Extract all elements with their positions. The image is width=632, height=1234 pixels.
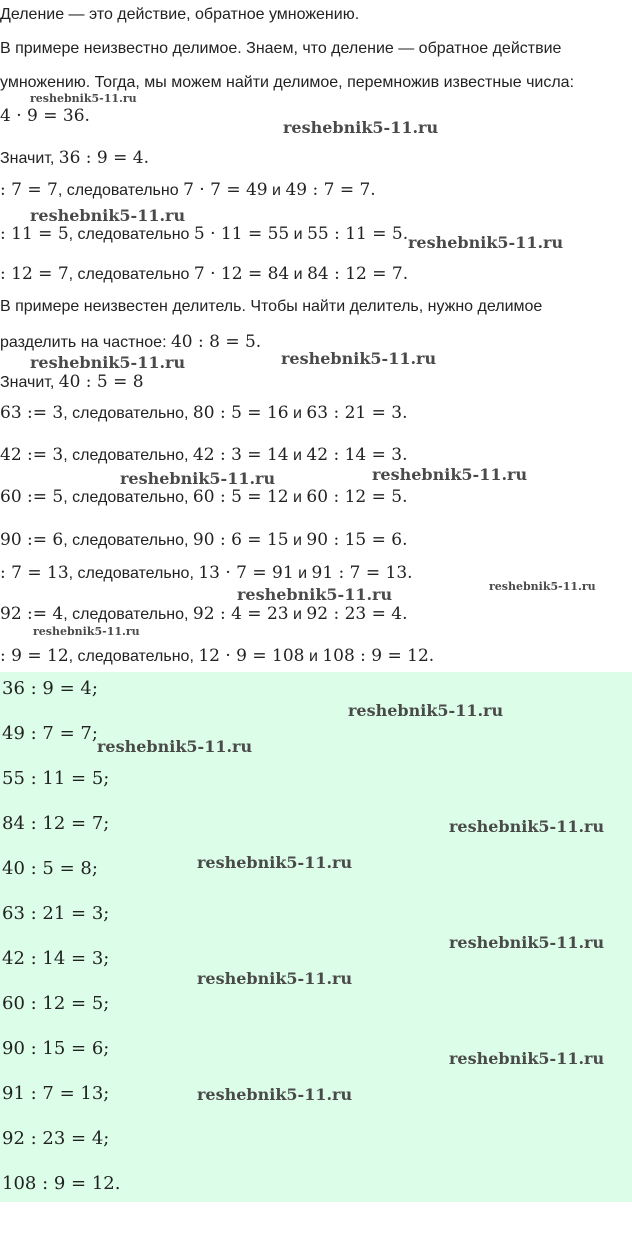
connector-text: и	[288, 405, 307, 422]
connector-text: , следовательно,	[63, 489, 193, 506]
connector-text: и	[293, 565, 312, 582]
connector-text: , следовательно,	[63, 606, 193, 623]
formula: 5 · 11 = 55	[193, 224, 290, 244]
formula: 90 : 6 = 15	[192, 530, 289, 550]
formula: : 7 = 7	[0, 180, 58, 200]
connector-text: и	[304, 648, 323, 665]
connector-text: и	[288, 489, 307, 506]
formula: 55 : 11 = 5.	[307, 224, 409, 244]
connector-text: , следовательно,	[68, 565, 199, 582]
check-line	[0, 487, 408, 507]
connector-text: и	[288, 532, 307, 549]
connector-text: , следовательно,	[63, 447, 193, 464]
connector-text: и	[267, 182, 286, 199]
watermark: reshebnik5-11.ru	[281, 349, 437, 368]
formula: 42 : 3 = 14	[192, 445, 289, 465]
formula: 63 : 21 = 3.	[306, 403, 408, 423]
formula: : 11 = 5	[0, 224, 69, 244]
answer-item: 63 : 21 = 3;	[2, 903, 110, 924]
watermark: reshebnik5-11.ru	[97, 737, 253, 756]
watermark: reshebnik5-11.ru	[30, 353, 186, 372]
check-line	[0, 445, 408, 465]
formula: 60 := 5	[0, 487, 64, 507]
connector-text: , следовательно	[57, 182, 184, 199]
formula: 60 : 5 = 12	[192, 487, 289, 507]
answer-item: 60 : 12 = 5;	[2, 993, 110, 1014]
formula: 40 : 5 = 8	[58, 372, 144, 392]
connector-text: разделить на частное:	[0, 334, 171, 351]
watermark: reshebnik5-11.ru	[372, 465, 528, 484]
formula: : 7 = 13	[0, 563, 69, 583]
formula: 92 : 23 = 4.	[306, 604, 408, 624]
watermark: reshebnik5-11.ru	[283, 118, 439, 137]
connector-text: , следовательно	[68, 226, 194, 243]
check-line	[0, 646, 434, 666]
formula: 84 : 12 = 7.	[307, 264, 409, 284]
watermark: reshebnik5-11.ru	[237, 585, 393, 604]
watermark: reshebnik5-11.ru	[449, 933, 605, 952]
watermark: reshebnik5-11.ru	[449, 817, 605, 836]
answer-item: 40 : 5 = 8;	[2, 858, 98, 879]
check-line	[0, 224, 408, 244]
explanation-text-4	[0, 332, 261, 352]
formula: 42 : 14 = 3.	[306, 445, 408, 465]
connector-text: , следовательно	[68, 266, 194, 283]
check-line	[0, 604, 408, 624]
connector-text: , следовательно,	[63, 532, 193, 549]
formula: 91 : 7 = 13.	[311, 563, 413, 583]
watermark: reshebnik5-11.ru	[33, 625, 140, 638]
formula: 90 := 6	[0, 530, 64, 550]
answer-item: 90 : 15 = 6;	[2, 1038, 110, 1059]
watermark: reshebnik5-11.ru	[197, 1085, 353, 1104]
answer-item: 55 : 11 = 5;	[2, 768, 110, 789]
formula: 40 : 8 = 5.	[170, 332, 262, 352]
connector-text: и	[288, 606, 307, 623]
connector-text: и	[288, 447, 307, 464]
watermark: reshebnik5-11.ru	[348, 701, 504, 720]
formula: 80 : 5 = 16	[192, 403, 289, 423]
watermark: reshebnik5-11.ru	[197, 853, 353, 872]
connector-text: и	[289, 226, 308, 243]
watermark: reshebnik5-11.ru	[197, 969, 353, 988]
watermark: reshebnik5-11.ru	[449, 1049, 605, 1068]
formula: 12 · 9 = 108	[198, 646, 305, 666]
formula-product: 4 · 9 = 36.	[0, 106, 90, 126]
formula: 60 : 12 = 5.	[306, 487, 408, 507]
answer-item: 42 : 14 = 3;	[2, 948, 110, 969]
watermark: reshebnik5-11.ru	[30, 206, 186, 225]
watermark: reshebnik5-11.ru	[408, 233, 564, 252]
connector-text: , следовательно,	[68, 648, 199, 665]
check-line	[0, 264, 408, 284]
formula: : 12 = 7	[0, 264, 69, 284]
formula: 7 · 7 = 49	[183, 180, 268, 200]
formula: 108 : 9 = 12.	[322, 646, 435, 666]
conclusion-label: Значит,	[0, 150, 59, 167]
answer-item: 49 : 7 = 7;	[2, 723, 98, 744]
answer-item: 84 : 12 = 7;	[2, 813, 110, 834]
check-line	[0, 403, 408, 423]
explanation-text-1: В примере неизвестно делимое. Знаем, что деление — обратное действие	[0, 40, 562, 57]
formula: 49 : 7 = 7.	[285, 180, 376, 200]
formula: 92 := 4	[0, 604, 64, 624]
conclusion-label: Значит,	[0, 374, 59, 391]
explanation-text-2: умножению. Тогда, мы можем найти делимое, перемножив известные числа:	[0, 74, 575, 91]
answer-item: 91 : 7 = 13;	[2, 1083, 110, 1104]
formula: 92 : 4 = 23	[192, 604, 289, 624]
connector-text: , следовательно,	[63, 405, 193, 422]
connector-text: и	[289, 266, 308, 283]
conclusion-line-2	[0, 372, 144, 392]
formula: 7 · 12 = 84	[193, 264, 290, 284]
watermark: reshebnik5-11.ru	[489, 580, 596, 593]
formula: 42 := 3	[0, 445, 64, 465]
formula: 63 := 3	[0, 403, 64, 423]
watermark: reshebnik5-11.ru	[30, 92, 137, 105]
answer-item: 108 : 9 = 12.	[2, 1173, 121, 1194]
formula: 36 : 9 = 4.	[58, 148, 150, 168]
formula: 13 · 7 = 91	[198, 563, 294, 583]
watermark: reshebnik5-11.ru	[120, 469, 276, 488]
check-line	[0, 563, 413, 583]
check-line	[0, 180, 376, 200]
intro-text: Деление — это действие, обратное умножению.	[0, 6, 360, 23]
formula: 90 : 15 = 6.	[306, 530, 408, 550]
formula: : 9 = 12	[0, 646, 69, 666]
answer-item: 92 : 23 = 4;	[2, 1128, 110, 1149]
check-line	[0, 530, 408, 550]
answer-item: 36 : 9 = 4;	[2, 678, 98, 699]
conclusion-line-1	[0, 148, 149, 168]
explanation-text-3: В примере неизвестен делитель. Чтобы найти делитель, нужно делимое	[0, 298, 543, 315]
